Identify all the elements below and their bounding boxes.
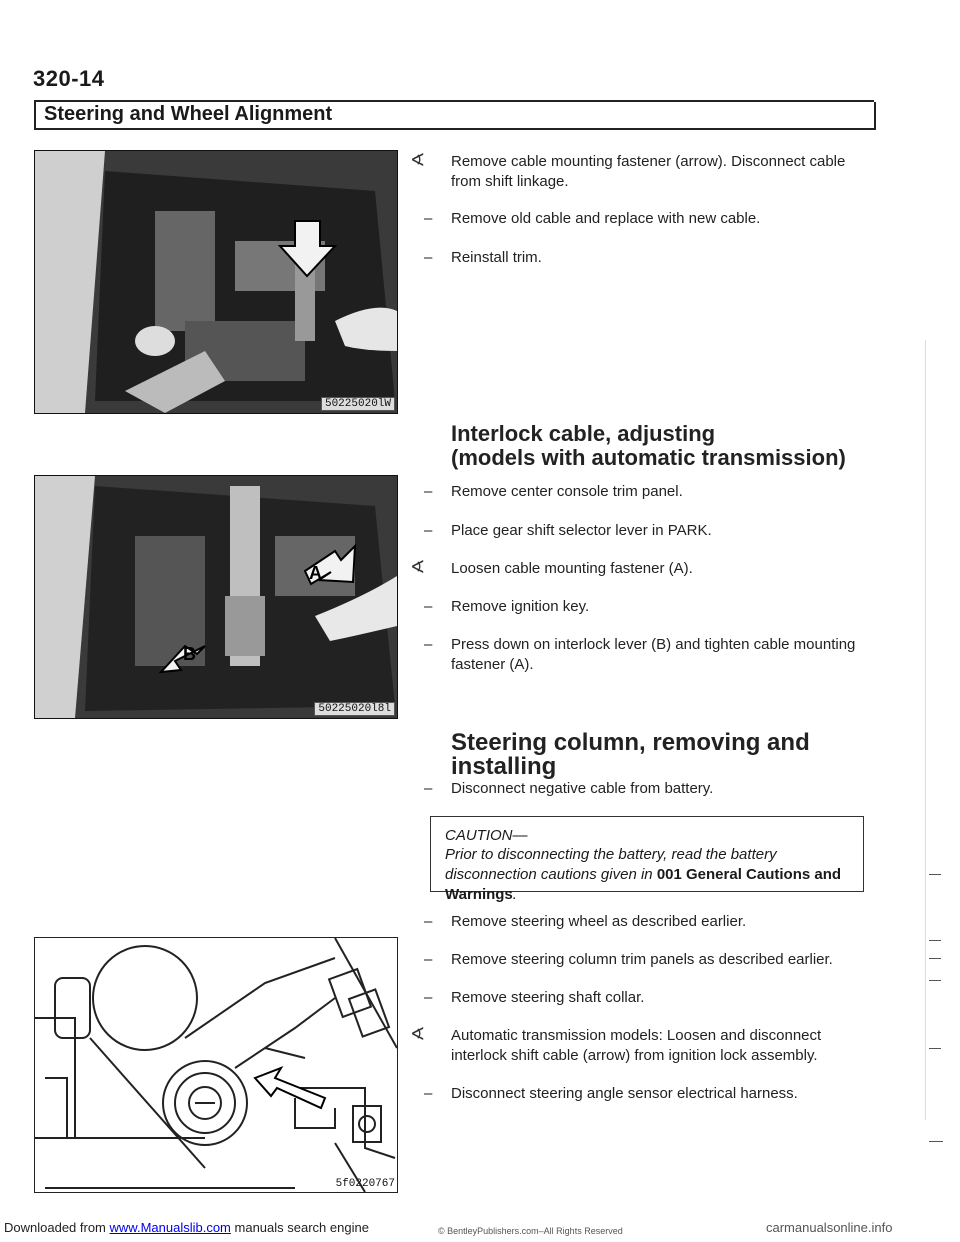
step-disconnect-interlock [404, 1026, 864, 1066]
arrow-icon: ∢ [410, 1024, 426, 1044]
step-text: Press down on interlock lever (B) and tighten cable mounting fastener (A). [451, 636, 856, 673]
footer-prefix: Downloaded from [4, 1220, 106, 1235]
step-text: Remove center console trim panel. [451, 483, 683, 500]
step-text: Disconnect steering angle sensor electrical harness. [451, 1085, 798, 1102]
page-number: 320-14 [33, 66, 105, 91]
dash-marker: – [424, 1085, 433, 1102]
dash-marker: – [424, 989, 433, 1006]
figure-shift-cable [34, 150, 398, 414]
interlock-cable-photo [35, 476, 397, 718]
step-remove-collar [424, 988, 864, 1008]
caution-body: Prior to disconnecting the battery, read the battery disconnection cautions given in [445, 846, 777, 883]
manualslib-link[interactable]: www.Manualslib.com [109, 1220, 231, 1235]
step-text: Place gear shift selector lever in PARK. [451, 522, 712, 539]
arrow-icon: ∢ [410, 150, 426, 170]
arrow-icon: ∢ [410, 557, 426, 577]
figure-id: 50225020lW [321, 397, 395, 411]
margin-marks [915, 40, 955, 1200]
step-text: Automatic transmission models: Loosen and disconnect interlock shift cable (arrow) from ignition lock assembly. [451, 1027, 822, 1064]
step-text: Loosen cable mounting fastener (A). [451, 560, 693, 577]
step-text: Remove steering column trim panels as described earlier. [451, 951, 833, 968]
svg-text:B: B [183, 644, 196, 664]
shift-cable-photo [35, 151, 397, 413]
step-text: Remove ignition key. [451, 598, 590, 615]
section-header [34, 102, 876, 130]
step-text: Remove steering shaft collar. [451, 989, 645, 1006]
svg-text:A: A [309, 563, 322, 583]
step-text: Reinstall trim. [451, 249, 542, 266]
figure-ignition-lock [34, 937, 398, 1193]
caution-end: . [512, 886, 517, 903]
dash-marker: – [424, 913, 433, 930]
dash-marker: – [424, 951, 433, 968]
step-loosen-fastener [404, 559, 864, 579]
section-title: Steering and Wheel Alignment [44, 103, 333, 125]
footer-download [4, 1220, 369, 1235]
caution-box [430, 816, 864, 903]
figure-id: 5f0220767 [335, 1178, 395, 1190]
step-place-park [424, 521, 864, 541]
dash-marker: – [424, 522, 433, 539]
step-remove-column-trim [424, 950, 864, 970]
figure-interlock-cable [34, 475, 398, 719]
step-remove-console-trim [424, 482, 864, 502]
watermark-link[interactable]: carmanualsonline.info [766, 1220, 893, 1235]
interlock-heading [451, 422, 871, 470]
step-remove-old-cable [424, 209, 864, 229]
heading: Steering column, removing and installing [451, 729, 810, 780]
caution-reference: 001 General Cautions and Warnings [445, 866, 842, 903]
column-heading [451, 731, 891, 779]
dash-marker: – [424, 483, 433, 500]
step-reinstall-trim [424, 248, 864, 268]
ignition-lock-drawing [35, 938, 397, 1192]
heading-line-2: (models with automatic transmission) [451, 445, 846, 470]
step-disconnect-sensor [424, 1084, 864, 1104]
step-text: Disconnect negative cable from battery. [451, 780, 714, 797]
caution-text [445, 845, 863, 905]
dash-marker: – [424, 249, 433, 266]
step-disconnect-battery [424, 779, 864, 799]
heading-line-1: Interlock cable, adjusting [451, 421, 716, 446]
figure-id: 50225020l8l [314, 702, 395, 716]
dash-marker: – [424, 210, 433, 227]
copyright: © BentleyPublishers.com–All Rights Reserved [438, 1226, 623, 1236]
dash-marker: – [424, 780, 433, 797]
step-remove-wheel [424, 912, 864, 932]
caution-title: CAUTION— [445, 827, 528, 844]
step-text: Remove steering wheel as described earlier. [451, 913, 747, 930]
step-press-interlock [424, 635, 864, 675]
step-remove-key [424, 597, 864, 617]
footer-suffix: manuals search engine [234, 1220, 369, 1235]
step-text: Remove cable mounting fastener (arrow). Disconnect cable from shift linkage. [451, 153, 846, 190]
step-text: Remove old cable and replace with new cable. [451, 210, 761, 227]
dash-marker: – [424, 598, 433, 615]
step-remove-fastener [404, 152, 864, 192]
dash-marker: – [424, 636, 433, 653]
